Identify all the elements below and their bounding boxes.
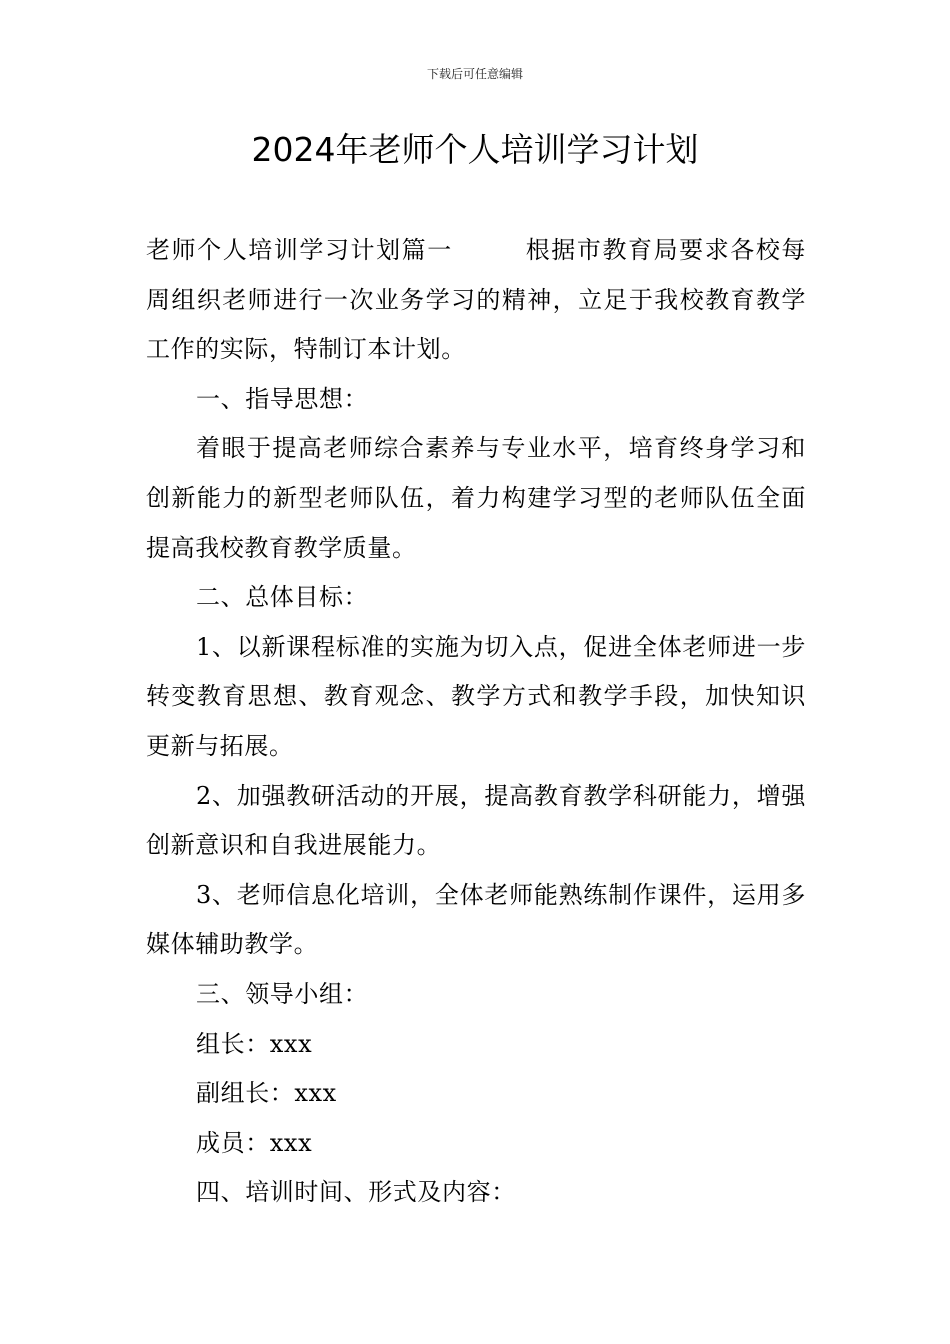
goal-item-3: 3、老师信息化培训，全体老师能熟练制作课件，运用多媒体辅助教学。 bbox=[146, 880, 806, 959]
members-line: 成员：xxx bbox=[196, 1128, 313, 1157]
section-heading-guiding-ideology: 一、指导思想： bbox=[196, 384, 369, 413]
intro-text: 根据市教育局要求各校每周组织老师进行一次业务学习的精神，立足于我校教育教学工作的实际，特制订本计划。 bbox=[146, 236, 806, 364]
document-body bbox=[146, 226, 806, 1218]
intro-heading: 老师个人培训学习计划篇一 bbox=[146, 236, 453, 264]
section-heading-leadership-group: 三、领导小组： bbox=[196, 979, 369, 1008]
section-heading-overall-goals: 二、总体目标： bbox=[196, 583, 369, 612]
deputy-leader-line: 副组长：xxx bbox=[196, 1079, 337, 1108]
leader-line: 组长：xxx bbox=[196, 1029, 313, 1058]
goal-item-2: 2、加强教研活动的开展，提高教育教学科研能力，增强创新意识和自我进展能力。 bbox=[146, 781, 806, 860]
section-heading-training-schedule: 四、培训时间、形式及内容： bbox=[196, 1178, 516, 1207]
goal-item-1: 1、以新课程标准的实施为切入点，促进全体老师进一步转变教育思想、教育观念、教学方式和教学手段，加快知识更新与拓展。 bbox=[146, 632, 806, 760]
header-note: 下载后可任意编辑 bbox=[426, 67, 523, 81]
paragraph-guiding-ideology: 着眼于提高老师综合素养与专业水平，培育终身学习和创新能力的新型老师队伍，着力构建学习型的老师队伍全面提高我校教育教学质量。 bbox=[146, 434, 806, 562]
intro-paragraph bbox=[146, 226, 806, 375]
document-title: 2024年老师个人培训学习计划 bbox=[251, 130, 699, 169]
